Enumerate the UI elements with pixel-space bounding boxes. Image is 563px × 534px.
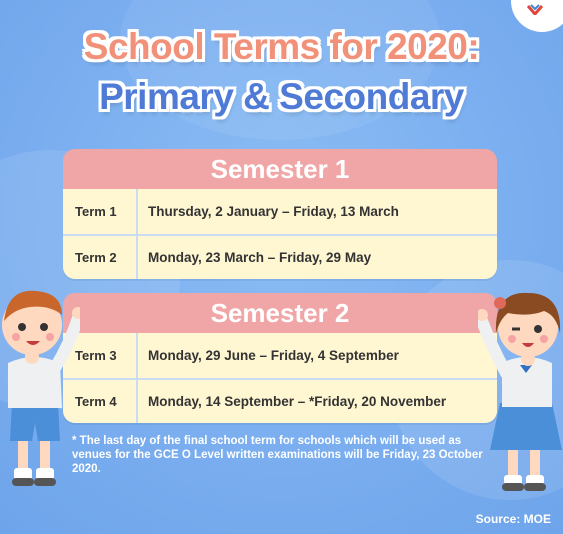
footnote: * The last day of the final school term for schools which will be used as venues for the GCE O Level written examinations will be Friday, 23 October 2020.	[72, 435, 483, 475]
background-blob	[120, 0, 440, 140]
term-dates: Monday, 29 June – Friday, 4 September	[148, 348, 399, 363]
semester-heading: Semester 1	[63, 149, 497, 189]
page-subtitle: Primary & Secondary	[99, 76, 464, 117]
term-label: Term 4	[63, 380, 138, 423]
term-label: Term 2	[63, 236, 138, 279]
source-credit: Source: MOE	[475, 512, 551, 526]
semester-2-table	[63, 293, 497, 423]
term-dates: Monday, 23 March – Friday, 29 May	[148, 250, 372, 265]
semester-1-table	[63, 149, 497, 279]
table-row	[63, 333, 497, 378]
term-label: Term 1	[63, 189, 138, 234]
logo-mark-icon	[527, 3, 543, 15]
page-title: School Terms for 2020:	[83, 26, 480, 67]
semester-body	[63, 189, 497, 279]
boy-illustration	[0, 283, 80, 503]
term-dates: Monday, 14 September – *Friday, 20 November	[148, 394, 447, 409]
table-row	[63, 378, 497, 423]
term-dates: Thursday, 2 January – Friday, 13 March	[148, 204, 399, 219]
girl-illustration	[478, 285, 563, 505]
term-label: Term 3	[63, 333, 138, 378]
table-row	[63, 234, 497, 279]
table-row	[63, 189, 497, 234]
semester-body	[63, 333, 497, 423]
semester-heading: Semester 2	[63, 293, 497, 333]
